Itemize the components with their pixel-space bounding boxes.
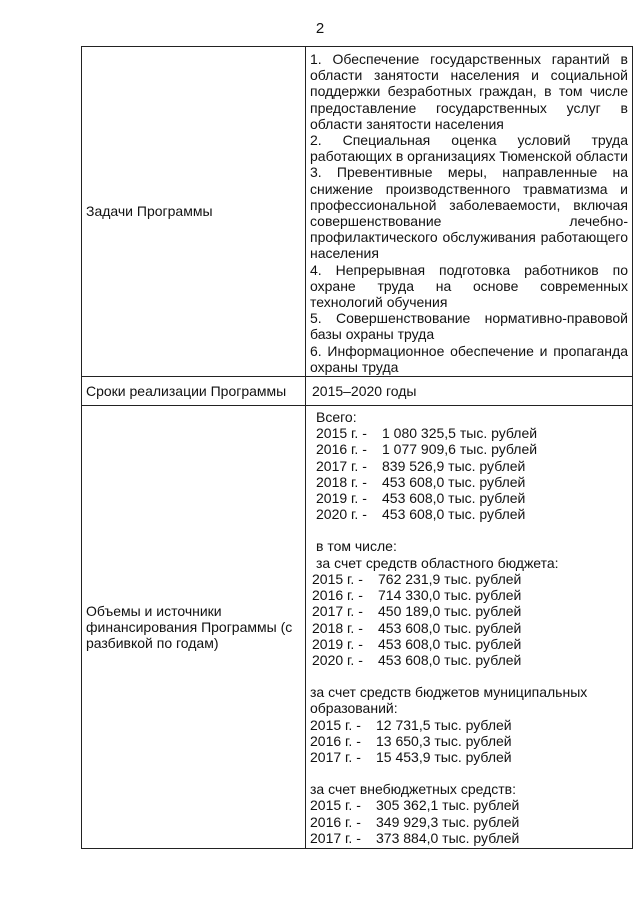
funding-year-line [312, 620, 628, 636]
funding-amount: 453 608,0 тыс. рублей [382, 490, 526, 507]
funding-year-line [312, 571, 628, 587]
funding-amount: 714 330,0 тыс. рублей [378, 587, 522, 604]
funding-year: 2020 г. - [312, 651, 363, 668]
funding-year-line [310, 749, 628, 765]
funding-amount: 453 608,0 тыс. рублей [382, 473, 526, 490]
funding-year-line [310, 733, 628, 749]
funding-amount: 453 608,0 тыс. рублей [378, 651, 522, 668]
funding-year-line [310, 717, 628, 733]
tasks-row [82, 47, 633, 377]
task-item: 1. Обеспечение государственных гарантий в области занятости населения и социальной поддержки безработных граждан, в том числе предоставление государственных услуг в области занятости населения [310, 51, 628, 132]
funding-details [306, 406, 633, 849]
funding-year-line [312, 652, 628, 668]
funding-year: 2016 г. - [312, 587, 363, 604]
funding-year: 2016 г. - [316, 441, 367, 458]
municipal-heading: за счет средств бюджетов муниципальных образований: [310, 684, 588, 717]
funding-amount: 15 453,9 тыс. рублей [376, 748, 512, 765]
program-passport-table [81, 46, 633, 849]
funding-amount: 450 189,0 тыс. рублей [378, 603, 522, 620]
funding-year: 2018 г. - [312, 619, 363, 636]
task-item: 6. Информационное обеспечение и пропаганда охраны труда [310, 342, 628, 375]
funding-year-line [312, 636, 628, 652]
funding-amount: 305 362,1 тыс. рублей [376, 797, 520, 814]
task-item: 5. Совершенствование нормативно-правовой базы охраны труда [310, 310, 628, 343]
funding-year-line [310, 797, 628, 813]
period-value: 2015–2020 годы [306, 377, 633, 406]
total-heading: Всего: [316, 409, 357, 426]
funding-year-line [316, 458, 628, 474]
including-heading: в том числе: [316, 538, 397, 555]
municipal-list [310, 717, 628, 766]
funding-year: 2016 г. - [310, 732, 361, 749]
task-item: 2. Специальная оценка условий труда работающих в организациях Тюменской области [310, 132, 628, 165]
funding-year: 2015 г. - [312, 570, 363, 587]
funding-year-line [316, 474, 628, 490]
funding-row [82, 406, 633, 849]
period-label: Сроки реализации Программы [82, 377, 306, 406]
task-item: 4. Непрерывная подготовка работников по охране труда на основе современных технологий обучения [310, 261, 628, 311]
task-item: 3. Превентивные меры, направленные на снижение производственного травматизма и профессиональной заболеваемости, включая совершенствование лечебно-профилактического обслуживания работающего населения [310, 164, 628, 262]
funding-year: 2017 г. - [310, 829, 361, 846]
funding-year-line [316, 425, 628, 441]
funding-amount: 453 608,0 тыс. рублей [378, 619, 522, 636]
funding-amount: 762 231,9 тыс. рублей [378, 570, 522, 587]
funding-amount: 373 884,0 тыс. рублей [376, 829, 520, 846]
regional-list [310, 571, 628, 668]
tasks-label: Задачи Программы [82, 47, 306, 377]
funding-year: 2016 г. - [310, 813, 361, 830]
funding-year-line [312, 587, 628, 603]
total-list [310, 425, 628, 522]
funding-year: 2015 г. - [316, 425, 367, 442]
funding-year: 2017 г. - [310, 748, 361, 765]
funding-year: 2015 г. - [310, 797, 361, 814]
funding-year: 2019 г. - [316, 490, 367, 507]
funding-year-line [310, 814, 628, 830]
funding-year-line [316, 490, 628, 506]
regional-heading: за счет средств областного бюджета: [316, 554, 559, 571]
extrabudget-heading: за счет внебюджетных средств: [310, 781, 516, 798]
funding-year: 2015 г. - [310, 716, 361, 733]
funding-year: 2019 г. - [312, 635, 363, 652]
funding-year: 2017 г. - [312, 603, 363, 620]
funding-year-line [310, 830, 628, 846]
funding-amount: 1 080 325,5 тыс. рублей [382, 425, 538, 442]
tasks-list [306, 47, 633, 377]
funding-year: 2017 г. - [316, 457, 367, 474]
funding-amount: 12 731,5 тыс. рублей [376, 716, 512, 733]
page-number: 2 [315, 20, 325, 37]
funding-amount: 349 929,3 тыс. рублей [376, 813, 520, 830]
funding-year-line [316, 441, 628, 457]
funding-amount: 13 650,3 тыс. рублей [376, 732, 512, 749]
funding-amount: 1 077 909,6 тыс. рублей [382, 441, 538, 458]
period-row [82, 377, 633, 406]
funding-amount: 453 608,0 тыс. рублей [378, 635, 522, 652]
extrabudget-list [310, 797, 628, 846]
funding-amount: 839 526,9 тыс. рублей [382, 457, 526, 474]
funding-amount: 453 608,0 тыс. рублей [382, 506, 526, 523]
funding-label: Объемы и источники финансирования Программы (с разбивкой по годам) [82, 406, 306, 849]
funding-year-line [316, 506, 628, 522]
funding-year-line [312, 603, 628, 619]
funding-year: 2018 г. - [316, 473, 367, 490]
funding-year: 2020 г. - [316, 506, 367, 523]
